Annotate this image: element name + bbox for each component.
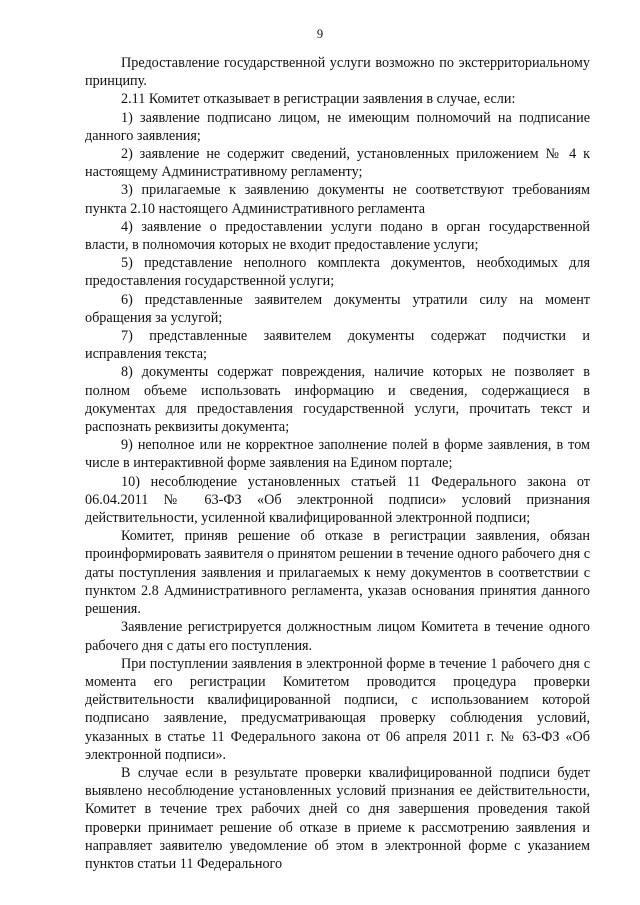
paragraph: 1) заявление подписано лицом, не имеющим полномочий на подписание данного заявления; — [85, 109, 590, 144]
paragraph: 8) документы содержат повреждения, наличие которых не позволяет в полном объеме использовать информацию и сведения, содержащиеся в документах для предоставления государственной услуги, прочитать текст и распознать реквизиты документа; — [85, 364, 590, 436]
paragraph: Заявление регистрируется должностным лицом Комитета в течение одного рабочего дня с даты его поступления. — [85, 619, 590, 654]
paragraph: 2.11 Комитет отказывает в регистрации заявления в случае, если: — [121, 91, 516, 108]
paragraph: 6) представленные заявителем документы утратили силу на момент обращения за услугой; — [85, 291, 590, 326]
page-number: 9 — [316, 27, 324, 41]
paragraph: 10) несоблюдение установленных статьей 11 Федерального закона от 06.04.2011 № 63-ФЗ «Об электронной подписи» условий признания действительности, усиленной квалифицированной электронной подписи; — [85, 473, 590, 527]
paragraph: 9) неполное или не корректное заполнение полей в форме заявления, в том числе в интерактивной форме заявления на Едином портале; — [85, 437, 590, 472]
paragraph: 3) прилагаемые к заявлению документы не соответствуют требованиям пункта 2.10 настоящего Административного регламента — [85, 182, 590, 217]
document-body — [85, 54, 590, 873]
paragraph: 5) представление неполного комплекта документов, необходимых для предоставления государственной услуги; — [85, 255, 590, 290]
paragraph: 2) заявление не содержит сведений, установленных приложением № 4 к настоящему Административному регламенту; — [85, 146, 590, 181]
paragraph: 4) заявление о предоставлении услуги подано в орган государственной власти, в полномочия которых не входит предоставление услуги; — [85, 218, 590, 254]
paragraph: В случае если в результате проверки квалифицированной подписи будет выявлено несоблюдение установленных условий признания ее действительности, Комитет в течение трех рабочих дней со дня завершения проведения такой проверки принимает решение об отказе в приеме к рассмотрению заявления и направляет заявителю уведомление об этом в электронной форме с указанием пунктов статьи 11 Федерального — [85, 764, 590, 872]
paragraph: Комитет, приняв решение об отказе в регистрации заявления, обязан проинформировать заявителя о принятом решении в течение одного рабочего дня с даты поступления заявления и прилагаемых к нему документов в соответствии с пунктом 2.8 Административного регламента, указав основания принятия данного решения. — [85, 528, 590, 618]
paragraph: При поступлении заявления в электронной форме в течение 1 рабочего дня с момента его регистрации Комитетом проводится процедура проверки действительности квалифицированной подписи, с использованием которой подписано заявление, предусматривающая проверку соблюдения условий, указанных в статье 11 Федерального закона от 06 апреля 2011 г. № 63-ФЗ «Об электронной подписи». — [85, 655, 590, 763]
paragraph: 7) представленные заявителем документы содержат подчистки и исправления текста; — [85, 328, 590, 363]
paragraph: Предоставление государственной услуги возможно по экстерриториальному принципу. — [85, 55, 590, 90]
